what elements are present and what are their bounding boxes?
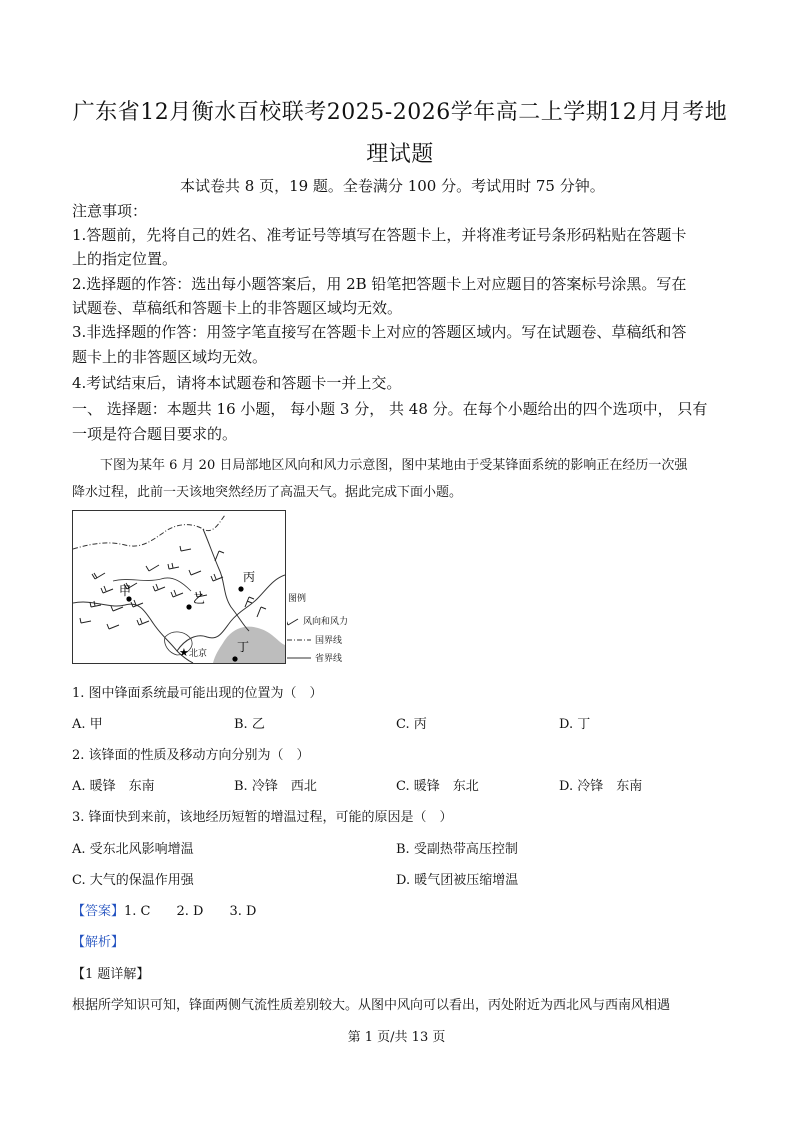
notice-line: 4.考试结束后，请将本试题卷和答题卡一并上交。: [72, 374, 402, 392]
point-ding: [232, 656, 237, 661]
beijing-star-icon: ★: [179, 646, 189, 659]
wind-barb-icon: [287, 616, 299, 626]
map-label-beijing: 北京: [189, 649, 208, 659]
notice-line: 试题卷、草稿纸和答题卡上的非答题区域均无效。: [72, 299, 403, 317]
question-option: C. 大气的保温作用强: [72, 873, 194, 888]
map-label-ding: 丁: [237, 640, 250, 654]
notice-line: 3.非选择题的作答：用签字笔直接写在答题卡上对应的答题区域内。写在试题卷、草稿纸和答: [72, 323, 687, 341]
question-stem: 3. 锋面快到来前，该地经历短暂的增温过程，可能的原因是（ ）: [72, 810, 453, 825]
detail-text: 根据所学知识可知，锋面两侧气流性质差别较大。从图中风向可以看出，丙处附近为西北风与西南风相遇: [72, 998, 671, 1013]
notice-line: 2.选择题的作答：选出每小题答案后，用 2B 铅笔把答题卡上对应题目的答案标号涂黑。写在: [72, 275, 687, 293]
legend-title: 图例: [288, 594, 307, 604]
question-option: B. 乙: [234, 717, 265, 732]
question-option: A. 暖锋 东南: [72, 779, 155, 794]
map-label-jia: 甲: [119, 584, 132, 598]
question-stem: 2. 该锋面的性质及移动方向分别为（ ）: [72, 748, 310, 763]
passage-text: 降水过程，此前一天该地突然经历了高温天气。据此完成下面小题。: [72, 485, 463, 500]
question-option: D. 暖气团被压缩增温: [396, 873, 519, 888]
question-option: D. 丁: [559, 717, 591, 732]
page-title: 广东省12月衡水百校联考2025-2026学年高二上学期12月月考地理试题: [72, 100, 728, 167]
question-option: A. 受东北风影响增温: [72, 842, 194, 857]
question-option: C. 丙: [396, 717, 427, 732]
notice-heading: 注意事项：: [72, 202, 148, 220]
legend-label: 国界线: [315, 636, 343, 646]
passage-text: 下图为某年 6 月 20 日局部地区风向和风力示意图，图中某地由于受某锋面系统的影响正在经历一次强: [100, 458, 688, 473]
notice-line: 上的指定位置。: [72, 250, 178, 268]
answer-values: 1. C 2. D 3. D: [124, 904, 257, 919]
section-heading: 一、 选择题：本题共 16 小题， 每小题 3 分， 共 48 分。在每个小题给出的四个选项中， 只有: [72, 400, 708, 418]
notice-line: 1.答题前，先将自己的姓名、准考证号等填写在答题卡上，并将准考证号条形码粘贴在答题卡: [72, 226, 687, 244]
point-bing: [238, 586, 243, 591]
wind-map-figure: [72, 510, 286, 664]
notice-line: 题卡上的非答题区域均无效。: [72, 348, 268, 366]
legend-province-border: [287, 651, 342, 664]
point-yi: [186, 604, 191, 609]
answer-label: 【答案】: [72, 904, 125, 919]
question-option: C. 暖锋 东北: [396, 779, 479, 794]
question-option: B. 冷锋 西北: [234, 779, 317, 794]
legend-label: 省界线: [315, 654, 343, 664]
map-label-yi: 乙: [193, 592, 206, 606]
answer-line: [72, 900, 256, 919]
legend-wind: [287, 614, 348, 627]
page-footer: 第 1 页/共 13 页: [347, 1030, 446, 1045]
wind-map-svg: [73, 511, 285, 663]
analysis-label: 【解析】: [72, 935, 125, 950]
province-border-line: [73, 602, 193, 663]
section-heading: 一项是符合题目要求的。: [72, 425, 238, 443]
question-option: B. 受副热带高压控制: [396, 842, 518, 857]
legend-national-border: [287, 633, 342, 646]
intro-text: 本试卷共 8 页，19 题。全卷满分 100 分。考试用时 75 分钟。: [180, 177, 605, 195]
map-label-bing: 丙: [243, 570, 256, 584]
dash-dot-line-icon: [287, 637, 311, 643]
detail-label: 【1 题详解】: [72, 967, 150, 982]
question-option: D. 冷锋 东南: [559, 779, 643, 794]
question-option: A. 甲: [72, 717, 103, 732]
question-stem: 1. 图中锋面系统最可能出现的位置为（ ）: [72, 686, 323, 701]
solid-line-icon: [287, 655, 311, 661]
legend-label: 风向和风力: [303, 617, 349, 627]
national-border-line: [73, 515, 225, 549]
